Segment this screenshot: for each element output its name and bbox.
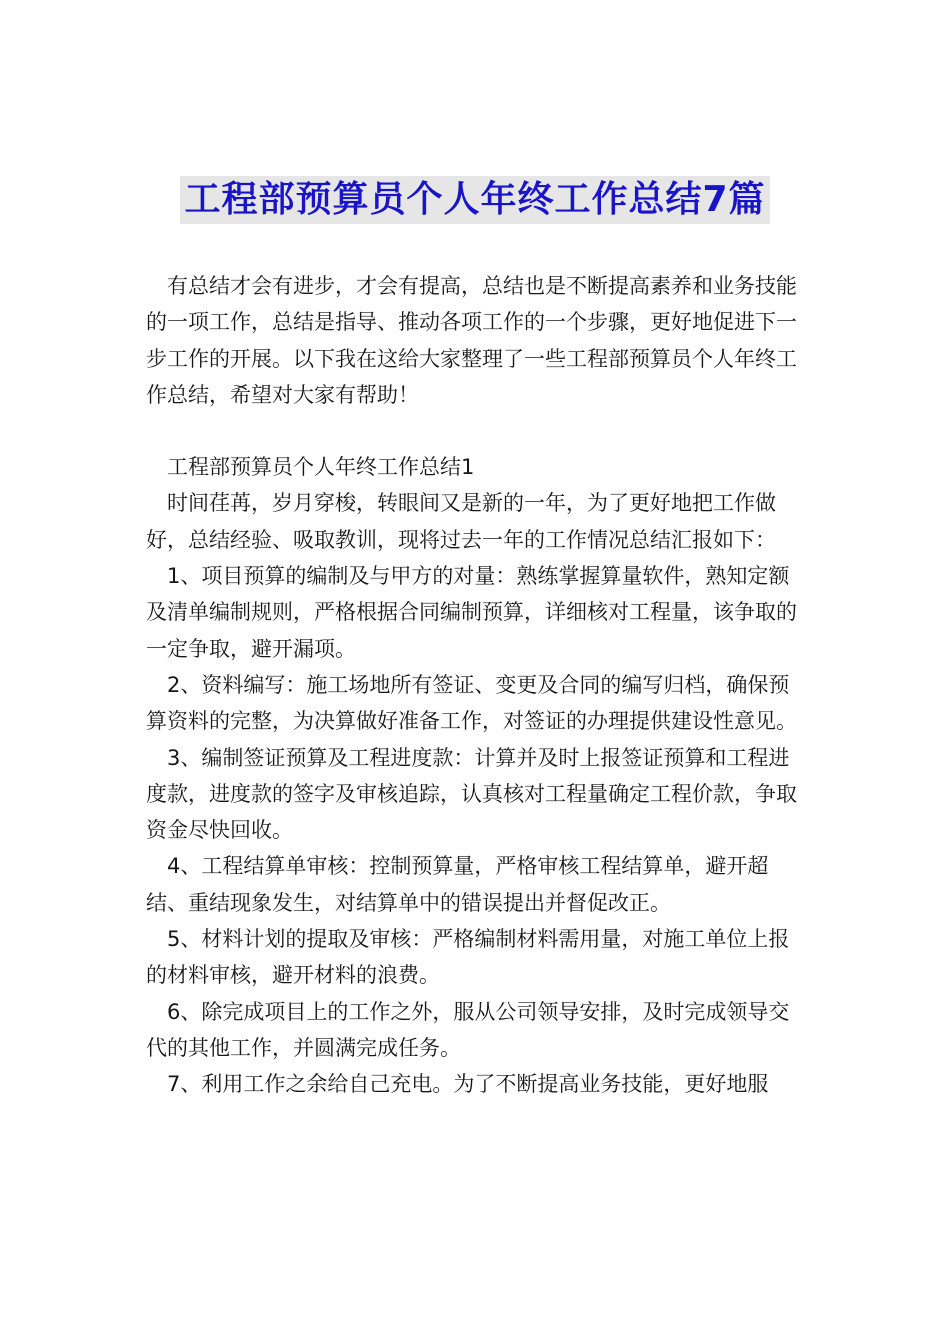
list-item: 7、利用工作之余给自己充电。为了不断提高业务技能，更好地服 (167, 1072, 769, 1097)
list-item: 1、项目预算的编制及与甲方的对量：熟练掌握算量软件，熟知定额及清单编制规则，严格根据合同编制预算，详细核对工程量，该争取的一定争取，避开漏项。 (146, 564, 797, 661)
list-item: 2、资料编写：施工场地所有签证、变更及合同的编写归档，确保预算资料的完整，为决算做好准备工作，对签证的办理提供建设性意见。 (146, 672, 797, 734)
section-heading: 工程部预算员个人年终工作总结1 (167, 455, 475, 480)
title-container (0, 176, 950, 224)
opening-paragraph: 时间荏苒，岁月穿梭，转眼间又是新的一年，为了更好地把工作做好，总结经验、吸取教训，现将过去一年的工作情况总结汇报如下： (146, 491, 776, 552)
document-title: 工程部预算员个人年终工作总结7篇 (180, 176, 769, 224)
list-item: 3、编制签证预算及工程进度款：计算并及时上报签证预算和工程进度款，进度款的签字及审核追踪，认真核对工程量确定工程价款，争取资金尽快回收。 (146, 745, 797, 843)
list-item: 5、材料计划的提取及审核：严格编制材料需用量，对施工单位上报的材料审核，避开材料的浪费。 (146, 927, 790, 988)
list-item: 4、工程结算单审核：控制预算量，严格审核工程结算单，避开超结、重结现象发生，对结算单中的错误提出并督促改正。 (146, 854, 769, 915)
intro-paragraph: 有总结才会有进步，才会有提高，总结也是不断提高素养和业务技能的一项工作，总结是指导、推动各项工作的一个步骤，更好地促进下一步工作的开展。以下我在这给大家整理了一些工程部预算员个人年终工作总结，希望对大家有帮助！ (146, 274, 797, 407)
list-item: 6、除完成项目上的工作之外，服从公司领导安排，及时完成领导交代的其他工作，并圆满完成任务。 (146, 999, 790, 1060)
document-body (146, 268, 806, 1103)
